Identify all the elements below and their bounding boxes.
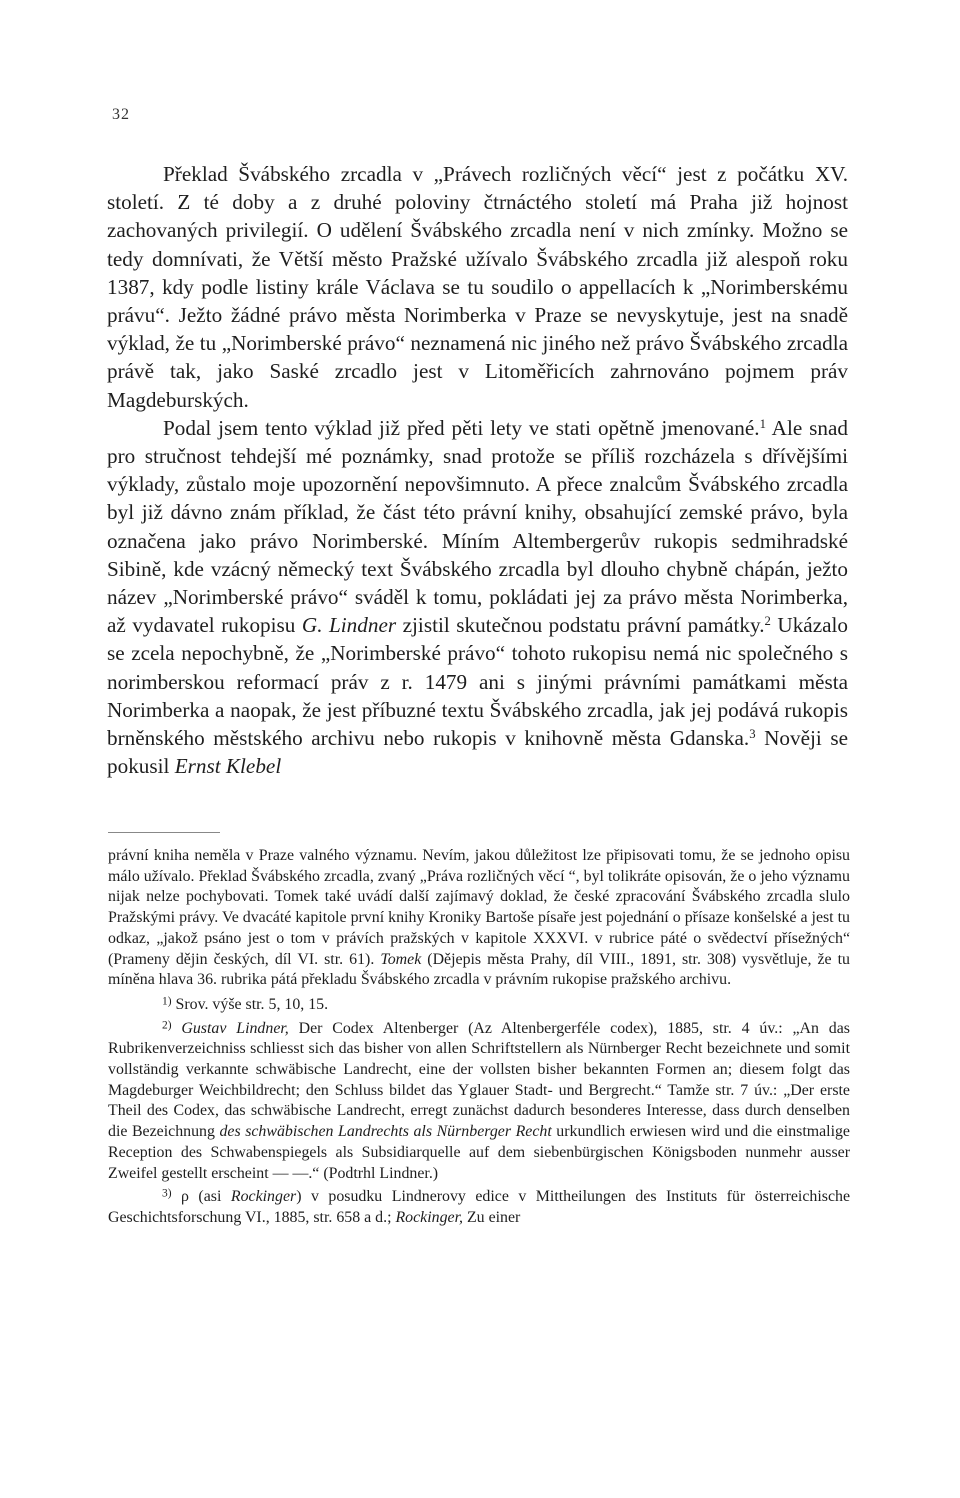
paragraph-1: Překlad Švábského zrcadla v „Právech rozličných věcí“ jest z počátku XV. století. Z té doby a z druhé poloviny čtrnáctého století má Praha již hojnost zachovaných privilegií. O udělení Švábského zrcadla není v nich zmínky. Možno se tedy domnívati, že Větší město Pražské užívalo Švábského zrcadla již alespoň roku 1387, kdy podle listiny krále Václava se tu soudilo o appellacích k „Norimberskému právu“. Ježto žádné právo města Norimberka v Praze se nevyskytuje, jest na snadě výklad, že tu „Norimberské právo“ neznamená nic jiného než právo Švábského zrcadla právě tak, jako Saské zrcadlo jest v Litoměřicích zahrnováno pojmem práv Magdeburských. — [107, 162, 848, 412]
footnote-1: $^{1)}$ Srov. výše str. 5, 10, 15. — [162, 995, 329, 1013]
page-number: 32 — [112, 106, 130, 123]
author-name: Ernst Klebel — [174, 754, 282, 779]
footnote-marker: 3) — [162, 1187, 172, 1200]
footnotes — [108, 846, 850, 1229]
paragraph-2: Podal jsem tento výklad již před pěti lety ve stati opětně jmenované.$^1$ Ale snad pro stručnost tehdejší mé poznámky, snad protože se příliš rozcházela s dřívějšími výklady, zůstalo moje upozornění nepovšimnuto. A přece znalcům Švábského zrcadla byl již dávno znám příklad, že část této právní knihy, obsahující zemské právo, byla označena jako právo Norimberské. Míním Altembergerův rukopis sedmihradské Sibině, kde vzácný německý text Švábského zrcadla byl dlouho chybně chápán, ježto název „Norimberské právo“ sváděl k tomu, pokládati jej za právo města Norimberka, až vydavatel rukopisu G. Lindner zjistil skutečnou podstatu právní památky.$^2$ Ukázalo se zcela nepochybně, že „Norimberské právo“ tohoto rukopisu nemá nic společného s norimberskou reformací práv z r. 1479 ani s jinými právními památkami města Norimberka a naopak, že jest příbuzné textu Švábského zrcadla, jak jej podává rukopis brněnského městského archivu nebo rukopis v knihovně města Gdanska.$^3$ Nověji se pokusil Ernst Klebel — [107, 415, 848, 779]
footnote-marker: 2) — [162, 1019, 172, 1032]
main-text — [107, 160, 848, 780]
footnote-continuation: právní kniha neměla v Praze valného významu. Nevím, jakou důležitost lze připisovati tomu, že se jednoho opisu málo užívalo. Překlad Švábského zrcadla, zvaný „Práva rozličných věcí “, byl tolikráte opisován, že o jeho významu nijak nelze pochybovati. Tomek také uvádí další zajímavý doklad, že české zpracování Švábského zrcadla slulo Pražskými právy. Ve dvacáté kapitole první knihy Kroniky Bartoše písaře jest pojednání o přísaze konšelské a jest tu odkaz, „jakož psáno jest o tom v právích pražských v kapitole XXXVI. v rubrice páté o svědectví přísežných“ (Prameny dějin českých, díl VI. str. 61). Tomek (Dějepis města Prahy, díl VIII., 1891, str. 308) vysvětluje, že tu míněna hlava 36. rubrika pátá překladu Švábského zrcadla v právním rukopise pražského archivu. — [108, 847, 850, 989]
author-name: G. Lindner — [301, 613, 397, 638]
footnote-ref-1: 1 — [759, 416, 766, 431]
footnote-ref-3: 3 — [749, 727, 756, 742]
footnote-separator — [108, 832, 220, 833]
footnote-2: $^{2)}$ Gustav Lindner, Der Codex Altenberger (Az Altenbergerféle codex), 1885, str. 4 úv.: „An das Rubrikenverzeichniss schliesst sich das bisher von allen Schriftstellern als Nürnberger Recht bezeichnete und somit vollständig verkannte schwäbische Landrecht, eine der vollsten bisher bekannten Formen an; diesem folgt das Magdeburger Weichbildrecht; den Schluss bildet das Yglauer Stadt- und Bergrecht.“ Tamže str. 7 úv.: „Der erste Theil des Codex, das schwäbische Landrecht, erregt zunächst dadurch besonderes Interesse, dass durch denselben die Bezeichnung des schwäbischen Landrechts als Nürnberger Recht urkundlich erwiesen wird und die einstmalige Reception des Schwabenspiegels als Subsidiarquelle auf dem siebenbürgischen Königsboden nunmehr ausser Zweifel gestellt erscheint — —.“ (Podtrhl Lindner.) — [108, 1019, 850, 1182]
footnote-marker: 1) — [162, 995, 172, 1008]
footnote-3: $^{3)}$ ρ (asi Rockinger) v posudku Lindnerovy edice v Mittheilungen des Instituts für österreichische Geschichtsforschung VI., 1885, str. 658 a d.; Rockinger, Zu einer — [108, 1187, 850, 1226]
footnote-ref-2: 2 — [764, 614, 771, 629]
